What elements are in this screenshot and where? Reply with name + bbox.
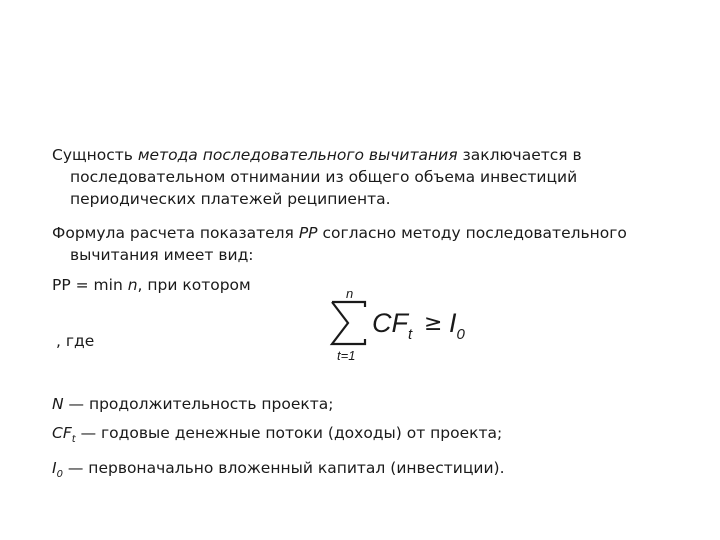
p2-after: согласно методу последовательного [317, 224, 627, 242]
p1-after: заключается в [457, 146, 582, 164]
definition-i [52, 454, 505, 489]
cf-symbol: CF [372, 308, 408, 338]
def-n-text: — продолжительность проекта; [63, 395, 334, 413]
definition-n [52, 390, 505, 419]
p1-emphasis: метода последовательного вычитания [137, 146, 458, 164]
p1-before: Сущность [52, 146, 138, 164]
cf-subscript: t [408, 326, 413, 343]
i-symbol: I [449, 308, 457, 338]
sum-formula [328, 284, 498, 364]
def-i-subscript: 0 [56, 469, 63, 481]
def-cf-subscript: t [71, 434, 76, 446]
p2-emphasis: PP [298, 224, 318, 242]
i-subscript: 0 [456, 326, 465, 343]
paragraph-formula-intro [52, 222, 672, 266]
where-label: , где [56, 332, 95, 350]
definitions-list [52, 390, 505, 489]
def-i-symbol: I [52, 459, 57, 478]
cf-term [372, 308, 413, 343]
definition-cf [52, 419, 505, 454]
sigma-symbol [332, 302, 365, 344]
def-i-text: — первоначально вложенный капитал (инвестиции). [62, 459, 505, 478]
sum-upper-limit: n [346, 286, 354, 301]
p2-before: Формула расчета показателя [52, 224, 299, 242]
def-n-symbol: N [52, 395, 64, 413]
p3-emphasis: n [127, 276, 138, 294]
relation-symbol: ≥ [424, 311, 443, 336]
p1-line3: периодических платежей реципиента. [70, 190, 391, 208]
sum-lower-limit: t=1 [337, 348, 356, 363]
p1-line2: последовательном отнимании из общего объема инвестиций [70, 168, 578, 186]
p3-before: PP = min [52, 276, 128, 294]
paragraph-method-essence [52, 144, 672, 210]
def-cf-text: — годовые денежные потоки (доходы) от проекта; [75, 424, 503, 442]
def-cf-symbol: CF [52, 424, 72, 442]
investment-term [449, 308, 466, 343]
p3-after: , при котором [137, 276, 251, 294]
p2-line2: вычитания имеет вид: [70, 246, 254, 264]
